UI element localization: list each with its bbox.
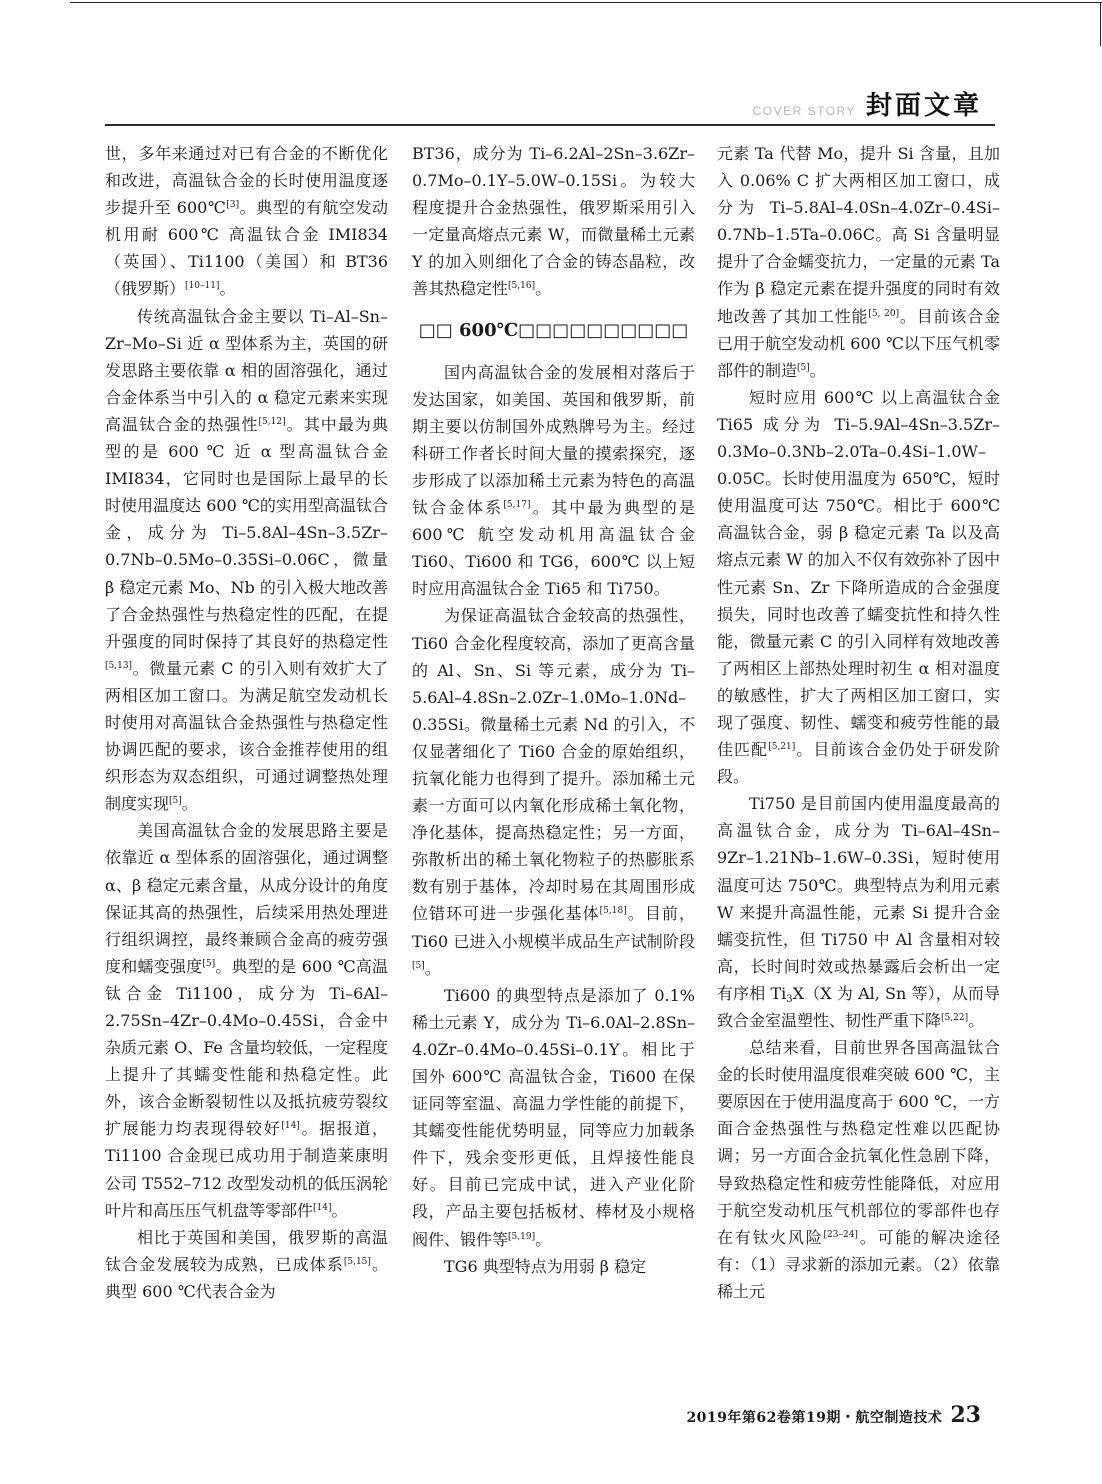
paragraph: 相比于英国和美国，俄罗斯的高温钛合金发展较为成熟，已成体系[5,15]。典型 600 ℃代表合金为: [105, 1227, 388, 1301]
citation: [5,22]: [941, 1013, 969, 1023]
paragraph: 总结来看，目前世界各国高温钛合金的长时使用温度很难突破 600 ℃，主要原因在于使用温度高于 600 ℃，一方面合金热强性与热稳定性难以匹配协调；另一方面合金抗氧化性急剧下降，导致热稳定性和疲劳性能降低，对应用于航空发动机压气机部位的零部件也存在有钛火风险[23–24]。可能的解决途径有：（1）寻求新的添加元素。（2）依靠稀土元: [717, 1038, 1000, 1301]
page-footer: [686, 1402, 981, 1428]
citation: [5,15]: [343, 1256, 371, 1267]
journal-issue: 2019年第62卷第19期・航空制造技术: [686, 1410, 943, 1426]
page-number: 23: [950, 1402, 981, 1428]
paragraph: Ti750 是目前国内使用温度最高的高温钛合金，成分为 Ti–6Al–4Sn–9Zr–1.21Nb–1.6W–0.3Si，短时使用温度可达 750℃。典型特点为利用元素 W 来提升高温性能，元素 Si 提升合金蠕变抗性，但 Ti750 中 Al 含量相对较高，长时间时效或热暴露后会析出一定有序相 $Ti_3X(X$ 为 Al, Sn 等），从而导致合金室温塑性、韧性严重下降[5,22]。: [717, 794, 1000, 1030]
section-label-en: COVER STORY: [752, 104, 856, 118]
paragraph: BT36，成分为 Ti–6.2Al–2Sn–3.6Zr–0.7Mo–0.1Y–5.0W–0.15Si。为较大程度提升合金热强性，俄罗斯采用引入一定量高熔点元素 W，而微量稀土元素 Y 的加入则细化了合金的铸态晶粒，改善其热稳定性[5,16]。: [412, 144, 695, 299]
section-header: [753, 82, 982, 122]
citation: [5,12]: [258, 416, 286, 427]
citation: [5]: [412, 960, 425, 971]
paragraph: 元素 Ta 代替 Mo，提升 Si 含量，且加入 0.06% C 扩大两相区加工窗口，成分为 Ti–5.8Al–4.0Sn–4.0Zr–0.4Si–0.7Nb–1.5Ta–0.06C。高 Si 含量明显提升了合金蠕变抗力，一定量的元素 Ta 作为 β 稳定元素在提升强度的同时有效地改善了其加工性能[5, 20]。目前该合金已用于航空发动机 600 ℃以下压气机零部件的制造[5]。: [717, 144, 1000, 380]
paragraph: 为保证高温钛合金较高的热强性，Ti60 合金化程度较高，添加了更高含量的 Al、Sn、Si 等元素，成分为 Ti–5.6Al–4.8Sn–2.0Zr–1.0Mo–1.0Nd–0.35Si。微量稀土元素 Nd 的引入，不仅显著细化了 Ti60 合金的原始组织，抗氧化能力也得到了提升。添加稀土元素一方面可以内氧化形成稀土氧化物，净化基体，提高热稳定性；另一方面，弥散析出的稀土氧化物粒子的热膨胀系数有别于基体，冷却时易在其周围形成位错环可进一步强化基体[5,18]。目前，Ti60 已进入小规模半成品生产试制阶段[5]。: [412, 606, 695, 978]
citation: [23–24]: [823, 1229, 858, 1240]
citation: [10–11]: [185, 281, 220, 292]
citation: [14]: [281, 1121, 300, 1132]
text-column-3: [717, 140, 1000, 1305]
paragraph: 短时应用 600℃ 以上高温钛合金 Ti65 成分为 Ti–5.9Al–4Sn–3.5Zr–0.3Mo–0.3Nb–2.0Ta–0.4Si–1.0W–0.05C。长时使用温度为 650℃，短时使用温度可达 750℃。相比于 600℃ 高温钛合金，弱 β 稳定元素 Ta 以及高熔点元素 W 的加入不仅有效弥补了因中性元素 Sn、Zr 下降所造成的合金强度损失，同时也改善了蠕变抗性和持久性能，微量元素 C 的引入同样有效地改善了两相区上部热处理时初生 α 相对温度的敏感性，扩大了两相区加工窗口，实现了强度、韧性、蠕变和疲劳性能的最佳匹配[5,21]。目前该合金仍处于研发阶段。: [717, 387, 1000, 787]
paragraph: Ti600 的典型特点是添加了 0.1% 稀土元素 Y，成分为 Ti–6.0Al–2.8Sn–4.0Zr–0.4Mo–0.45Si–0.1Y。相比于国外 600℃ 高温钛合金，Ti600 在保证同等室温、高温力学性能的前提下，其蠕变性能优势明显，同等应力加载条件下，残余变形更低，且焊接性能良好。目前已完成中试，进入产业化阶段，产品主要包括板材、棒材及小规格阀件、锻件等[5,19]。: [412, 985, 695, 1249]
text-column-1: [105, 140, 388, 1305]
citation: [5,17]: [503, 500, 531, 511]
citation: [5,21]: [768, 742, 796, 753]
crop-mark-vertical: [1100, 2, 1101, 46]
section-label-cn: 封面文章: [865, 91, 982, 121]
header-rule: [105, 124, 995, 126]
citation: [5,16]: [508, 281, 536, 292]
text-column-2: [412, 140, 695, 1280]
citation: [5]: [169, 796, 182, 807]
citation: [5]: [202, 958, 216, 969]
paragraph: 传统高温钛合金主要以 Ti–Al–Sn–Zr–Mo–Si 近 α 型体系为主，英国的研发思路主要依靠 α 相的固溶强化，通过合金体系当中引入的 α 稳定元素来实现高温钛合金的热强性[5,12]。其中最为典型的是 600 ℃ 近 α 型高温钛合金 IMI834，它同时也是国际上最早的长时使用温度达 600 ℃的实用型高温钛合金，成分为 Ti–5.8Al–4Sn–3.5Zr–0.7Nb–0.5Mo–0.35Si–0.06C，微量 β 稳定元素 Mo、Nb 的引入极大地改善了合金热强性与热稳定性的匹配，在提升强度的同时保持了其良好的热稳定性[5,13]。微量元素 C 的引入则有效扩大了两相区加工窗口。为满足航空发动机长时使用对高温钛合金热强性与热稳定性协调匹配的要求，该合金推荐使用的组织形态为双态组织，可通过调整热处理制度实现[5]。: [105, 306, 388, 814]
citation: [14]: [313, 1202, 332, 1213]
citation: [3]: [226, 200, 240, 211]
crop-mark-horizontal: [70, 2, 1102, 3]
citation: [5,13]: [105, 660, 133, 671]
paragraph: 美国高温钛合金的发展思路主要是依靠近 α 型体系的固溶强化，通过调整 α、β 稳定元素含量，从成分设计的角度保证其高的热强性，后续采用热处理进行组织调控，最终兼顾合金高的疲劳强度和蠕变强度[5]。典型的是 600 ℃高温钛合金 Ti1100，成分为 Ti–6Al–2.75Sn–4Zr–0.4Mo–0.45Si，合金中杂质元素 O、Fe 含量均较低，一定程度上提升了其蠕变性能和热稳定性。此外，该合金断裂韧性以及抵抗疲劳裂纹扩展能力均表现得较好[14]。据报道，Ti1100 合金现已成功用于制造莱康明公司 T552–712 改型发动机的低压涡轮叶片和高压压气机盘等零部件[14]。: [105, 821, 388, 1220]
citation: [5]: [797, 362, 810, 373]
paragraph: 国内高温钛合金的发展相对落后于发达国家，如美国、英国和俄罗斯，前期主要以仿制国外成熟牌号为主。经过科研工作者长时间大量的摸索探究，逐步形成了以添加稀土元素为特色的高温钛合金体系[5,17]。其中最为典型的是 600℃ 航空发动机用高温钛合金 Ti60、Ti600 和 TG6，600℃ 以上短时应用高温钛合金 Ti65 和 Ti750。: [412, 362, 695, 599]
paragraph: TG6 典型特点为用弱 β 稳定: [444, 1256, 647, 1276]
citation: [5, 20]: [868, 308, 900, 319]
subscript: 3: [786, 993, 793, 1005]
paragraph: 世，多年来通过对已有合金的不断优化和改进，高温钛合金的长时使用温度逐步提升至 600℃[3]。典型的有航空发动机用耐 600℃ 高温钛合金 IMI834（英国）、Ti1100（美国）和 BT36（俄罗斯）[10–11]。: [105, 144, 388, 299]
section-heading: □□ 600℃□□□□□□□□□□: [418, 319, 689, 341]
citation: [5,18]: [599, 906, 627, 917]
citation: [5,19]: [508, 1231, 536, 1242]
